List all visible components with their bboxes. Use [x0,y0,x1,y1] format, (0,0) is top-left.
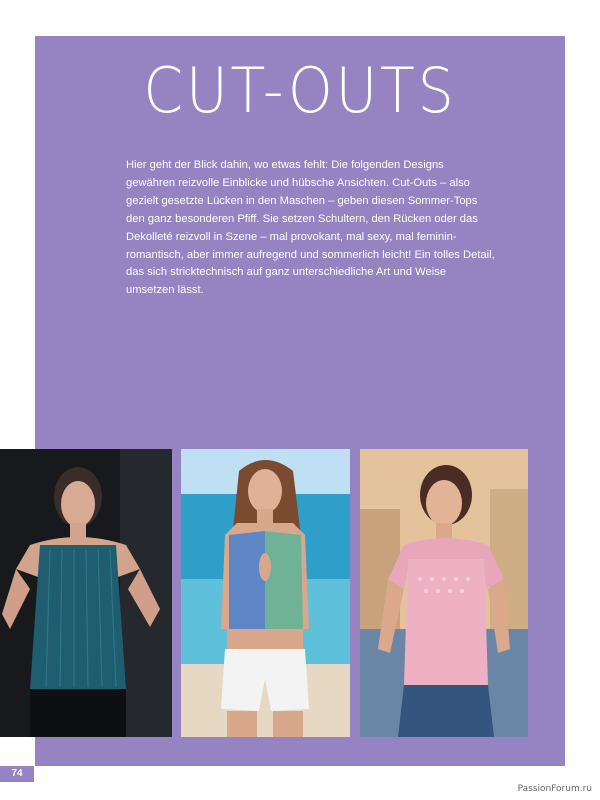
photo-beach-split-top [181,449,350,737]
photo-pink-cutout-top [360,449,528,737]
watermark-text: PassionForum.ru [517,784,592,794]
intro-paragraph: Hier geht der Blick dahin, wo etwas fehlt: Die folgenden Designs gewähren reizvolle Einblicke und hübsche Ansichten. Cut-Outs – also gezielt gesetzte Lücken in den Maschen – geben diesen Sommer-Tops den ganz besonderen Pfiff. Sie setzen Schultern, den Rücken oder das Dekolleté reizvoll in Szene – mal provokant, mal sexy, mal feminin-romantisch, aber immer aufregend und sommerlich leicht! Ein tolles Detail, das sich stricktechnisch auf ganz unterschiedliche Art und Weise umsetzen lässt. [126,159,495,297]
page-title: CUT-OUTS [143,54,457,127]
page-number: 74 [0,766,34,782]
photo-teal-halter-top [0,449,172,737]
